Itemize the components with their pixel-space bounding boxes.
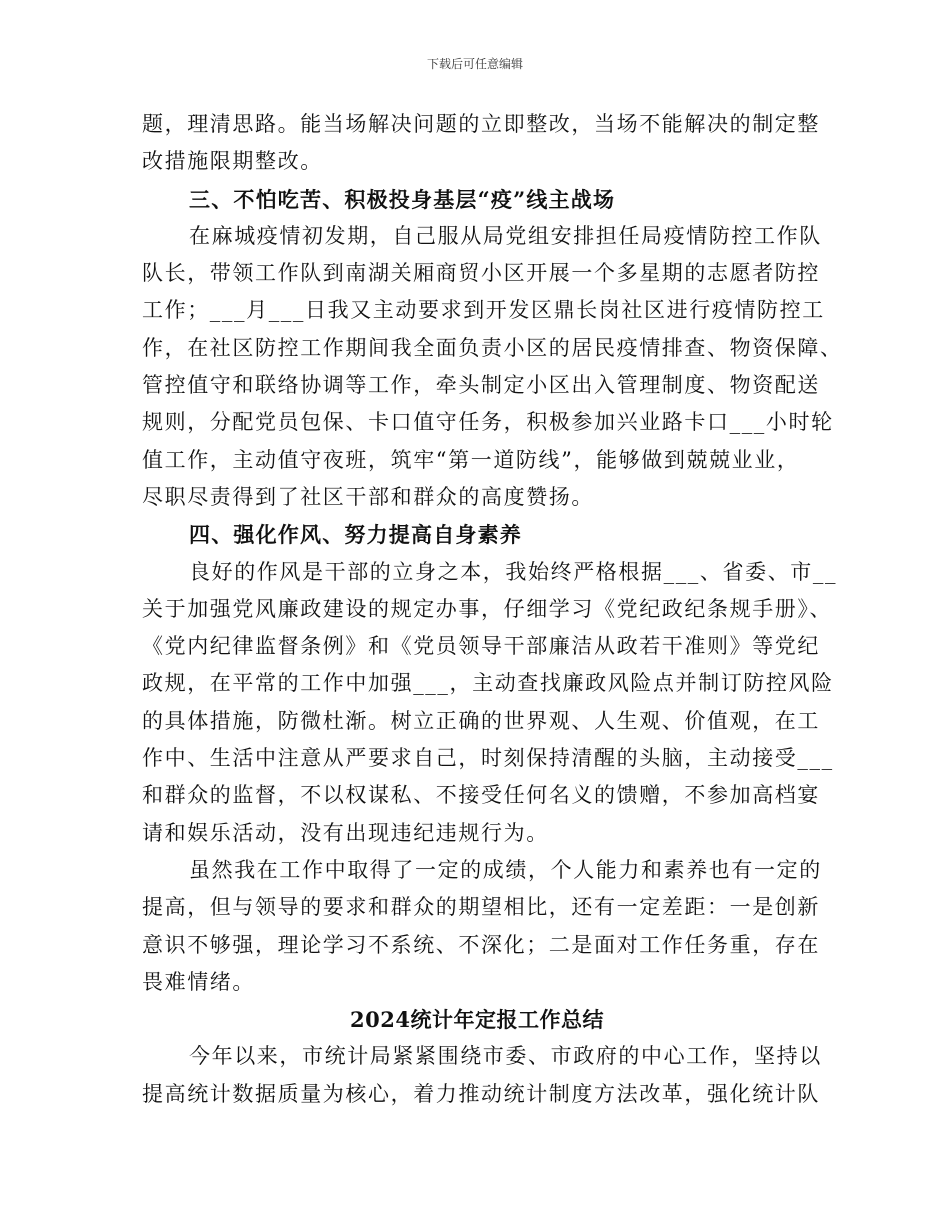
text-line: 政规，在平常的工作中加强___，主动查找廉政风险点并制订防控风险 <box>142 671 834 696</box>
text-line: 的具体措施，防微杜渐。树立正确的世界观、人生观、价值观，在工 <box>142 708 820 733</box>
text-line: 作，在社区防控工作期间我全面负责小区的居民疫情排查、物资保障、 <box>142 335 843 360</box>
text-line: 今年以来，市统计局紧紧围绕市委、市政府的中心工作，坚持以 <box>189 1044 822 1069</box>
text-line: 工作；___月___日我又主动要求到开发区鼎长岗社区进行疫情防控工 <box>142 298 825 323</box>
text-line: 改措施限期整改。 <box>142 149 323 174</box>
text-line: 管控值守和联络协调等工作，牵头制定小区出入管理制度、物资配送 <box>142 373 820 398</box>
text-line: 队长，带领工作队到南湖关厢商贸小区开展一个多星期的志愿者防控 <box>142 261 820 286</box>
text-line: 提高，但与领导的要求和群众的期望相比，还有一定差距：一是创新 <box>142 895 820 920</box>
text-line: 虽然我在工作中取得了一定的成绩，个人能力和素养也有一定的 <box>189 857 822 882</box>
text-line: 畏难情绪。 <box>142 969 255 994</box>
section-heading: 三、不怕吃苦、积极投身基层“疫”线主战场 <box>189 186 616 212</box>
text-line: 关于加强党风廉政建设的规定办事，仔细学习《党纪政纪条规手册》、 <box>142 596 833 621</box>
page-header: 下载后可任意编辑 <box>426 57 523 71</box>
text-line: 《党内纪律监督条例》和《党员领导干部廉洁从政若干准则》等党纪 <box>142 634 820 659</box>
text-line: 规则，分配党员包保、卡口值守任务，积极参加兴业路卡口___小时轮 <box>142 410 834 435</box>
text-line: 良好的作风是干部的立身之本，我始终严格根据___、省委、市__ <box>189 559 838 584</box>
document-title: 2024统计年定报工作总结 <box>350 1007 604 1033</box>
text-line: 在麻城疫情初发期，自己服从局党组安排担任局疫情防控工作队 <box>189 223 822 248</box>
text-line: 和群众的监督，不以权谋私、不接受任何名义的馈赠，不参加高档宴 <box>142 783 820 808</box>
text-line: 提高统计数据质量为核心，着力推动统计制度方法改革，强化统计队 <box>142 1081 820 1106</box>
text-line: 请和娱乐活动，没有出现违纪违规行为。 <box>142 820 549 845</box>
text-line: 作中、生活中注意从严要求自己，时刻保持清醒的头脑，主动接受___ <box>142 746 834 771</box>
text-line: 意识不够强，理论学习不系统、不深化；二是面对工作任务重，存在 <box>142 932 820 957</box>
section-heading: 四、强化作风、努力提高自身素养 <box>189 522 522 548</box>
text-line: 题，理清思路。能当场解决问题的立即整改，当场不能解决的制定整 <box>142 112 820 136</box>
document-body <box>142 106 843 1113</box>
text-line: 值工作，主动值守夜班，筑牢“第一道防线”，能够做到兢兢业业， <box>142 447 800 472</box>
text-line: 尽职尽责得到了社区干部和群众的高度赞扬。 <box>142 484 594 509</box>
